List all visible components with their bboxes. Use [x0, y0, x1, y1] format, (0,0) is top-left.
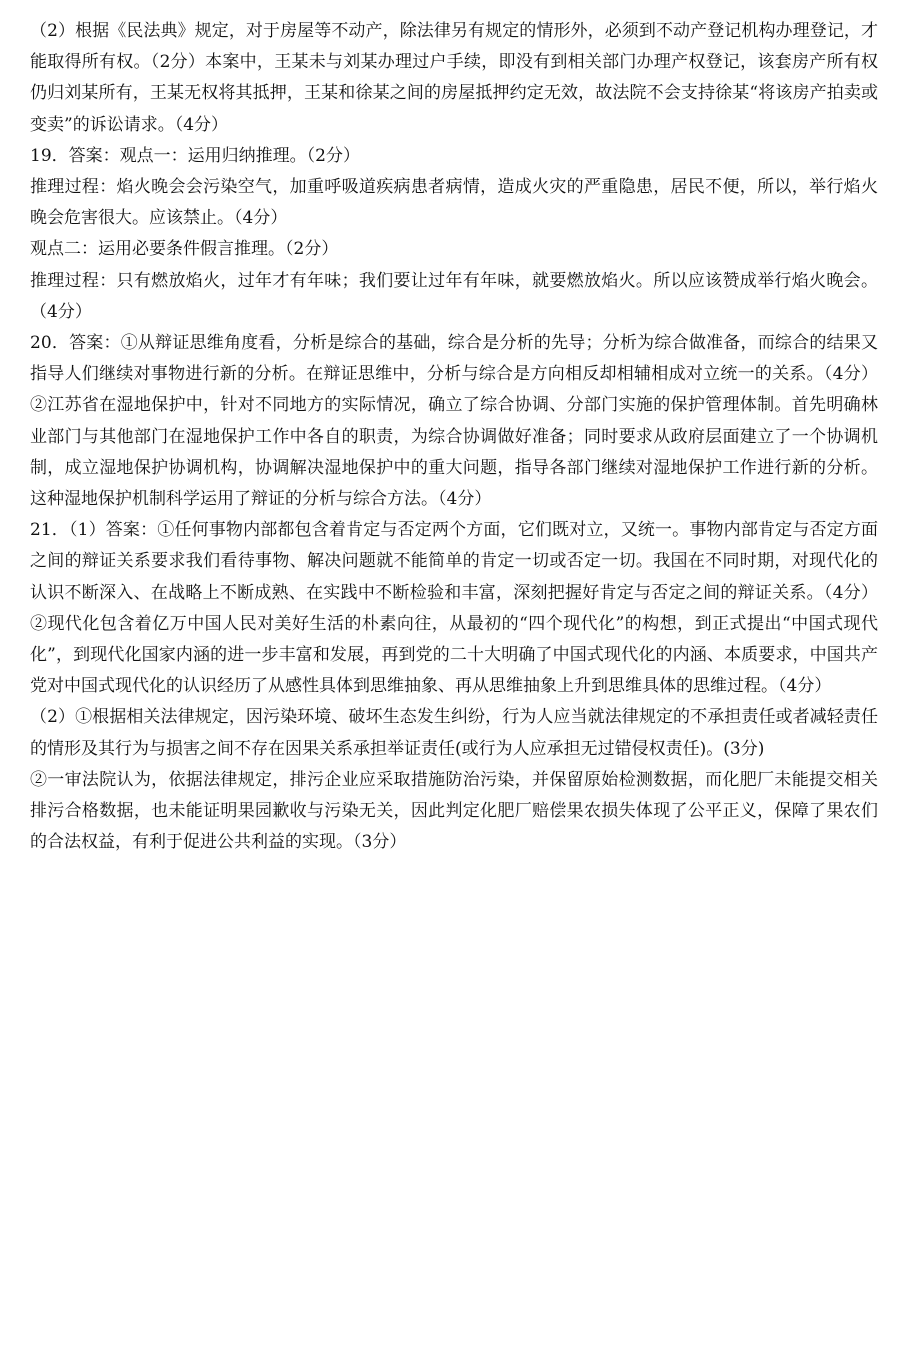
- answer-21-2-part-1: （2）①根据相关法律规定，因污染环境、破坏生态发生纠纷，行为人应当就法律规定的不承担责任或者减轻责任的情形及其行为与损害之间不存在因果关系承担举证责任(或行为人应承担无过错侵权责任)。(3分): [30, 707, 878, 759]
- answer-18-2: （2）根据《民法典》规定，对于房屋等不动产，除法律另有规定的情形外，必须到不动产登记机构办理登记，才能取得所有权。（2分）本案中，王某未与刘某办理过户手续，即没有到相关部门办理产权登记，该套房产所有权仍归刘某所有，王某无权将其抵押，王某和徐某之间的房屋抵押约定无效，故法院不会支持徐某“将该房产拍卖或变卖”的诉讼请求。（4分）: [30, 21, 878, 135]
- answer-20: 20．答案：①从辩证思维角度看，分析是综合的基础，综合是分析的先导；分析为综合做准备，而综合的结果又指导人们继续对事物进行新的分析。在辩证思维中，分析与综合是方向相反却相辅相成对立统一的关系。（4分）②江苏省在湿地保护中，针对不同地方的实际情况，确立了综合协调、分部门实施的保护管理体制。首先明确林业部门与其他部门在湿地保护工作中各自的职责，为综合协调做好准备；同时要求从政府层面建立了一个协调机制，成立湿地保护协调机构，协调解决湿地保护中的重大问题，指导各部门继续对湿地保护工作进行新的分析。这种湿地保护机制科学运用了辩证的分析与综合方法。（4分）: [30, 333, 878, 510]
- answer-19-reasoning-1: 推理过程：焰火晚会会污染空气，加重呼吸道疾病患者病情，造成火灾的严重隐患，居民不便，所以，举行焰火晚会危害很大。应该禁止。（4分）: [30, 177, 878, 229]
- answer-document: [30, 16, 878, 858]
- answer-19-view-2: 观点二：运用必要条件假言推理。（2分）: [30, 239, 339, 260]
- answer-19-reasoning-2: 推理过程：只有燃放焰火，过年才有年味；我们要让过年有年味，就要燃放焰火。所以应该赞成举行焰火晚会。（4分）: [30, 270, 878, 322]
- answer-19-view-1: 19．答案：观点一：运用归纳推理。（2分）: [30, 145, 360, 166]
- answer-21-1: 21．（1）答案：①任何事物内部都包含着肯定与否定两个方面，它们既对立，又统一。事物内部肯定与否定方面之间的辩证关系要求我们看待事物、解决问题就不能简单的肯定一切或否定一切。我国在不同时期，对现代化的认识不断深入、在战略上不断成熟、在实践中不断检验和丰富，深刻把握好肯定与否定之间的辩证关系。（4分）②现代化包含着亿万中国人民对美好生活的朴素向往，从最初的“四个现代化”的构想，到正式提出“中国式现代化”，到现代化国家内涵的进一步丰富和发展，再到党的二十大明确了中国式现代化的内涵、本质要求，中国共产党对中国式现代化的认识经历了从感性具体到思维抽象、再从思维抽象上升到思维具体的思维过程。（4分）: [30, 520, 878, 697]
- answer-21-2-part-2: ②一审法院认为，依据法律规定，排污企业应采取措施防治污染，并保留原始检测数据，而化肥厂未能提交相关排污合格数据，也未能证明果园歉收与污染无关，因此判定化肥厂赔偿果农损失体现了公平正义，保障了果农们的合法权益，有利于促进公共利益的实现。（3分）: [30, 769, 878, 853]
